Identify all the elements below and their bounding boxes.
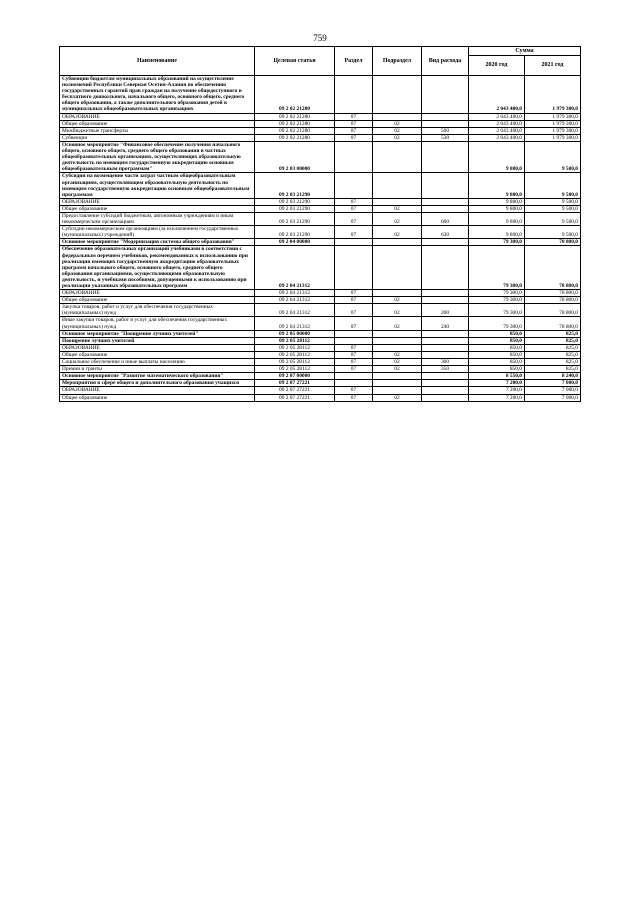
col-header-expense-type: Вид расхода — [422, 47, 469, 76]
cell-y2020: 79 300,0 — [469, 317, 525, 330]
cell-target: 09 2 07 27221 — [255, 380, 335, 387]
col-header-target: Целевая статья — [255, 47, 335, 76]
cell-name: Общее образование — [60, 394, 255, 401]
cell-name: Общее образование — [60, 120, 255, 127]
cell-name: Премии и гранты — [60, 366, 255, 373]
cell-type: 530 — [422, 134, 469, 141]
cell-section: 07 — [335, 290, 373, 297]
cell-section — [335, 246, 373, 290]
cell-type — [422, 198, 469, 205]
table-row — [60, 239, 581, 246]
cell-section: 07 — [335, 198, 373, 205]
cell-y2020: 850,0 — [469, 366, 525, 373]
table-row — [60, 351, 581, 358]
cell-y2020: 9 800,0 — [469, 212, 525, 225]
cell-subsection — [373, 246, 422, 290]
cell-type — [422, 330, 469, 337]
cell-y2020: 2 043 400,0 — [469, 134, 525, 141]
cell-subsection: 02 — [373, 394, 422, 401]
cell-y2020: 79 300,0 — [469, 239, 525, 246]
cell-target: 09 2 03 00000 — [255, 141, 335, 172]
cell-section: 07 — [335, 120, 373, 127]
cell-y2021: 78 800,0 — [525, 290, 581, 297]
cell-subsection — [373, 76, 422, 114]
table-row — [60, 344, 581, 351]
cell-target: 09 2 02 21280 — [255, 134, 335, 141]
cell-name: Межбюджетные трансферты — [60, 127, 255, 134]
cell-y2021: 9 500,0 — [525, 205, 581, 212]
col-header-name: Наименование — [60, 47, 255, 76]
cell-target: 09 2 04 21312 — [255, 304, 335, 317]
cell-section — [335, 173, 373, 198]
cell-section: 07 — [335, 127, 373, 134]
cell-target: 09 2 04 21312 — [255, 290, 335, 297]
cell-y2020: 79 300,0 — [469, 290, 525, 297]
cell-y2021: 9 500,0 — [525, 173, 581, 198]
cell-y2020: 9 800,0 — [469, 226, 525, 239]
cell-y2021: 7 000,0 — [525, 387, 581, 394]
page-number: 759 — [313, 33, 327, 43]
cell-target: 09 2 02 21280 — [255, 76, 335, 114]
table-row — [60, 246, 581, 290]
table-body — [60, 76, 581, 402]
cell-y2020: 2 043 400,0 — [469, 127, 525, 134]
cell-subsection: 02 — [373, 304, 422, 317]
table-row — [60, 76, 581, 114]
table-row — [60, 359, 581, 366]
cell-type — [422, 387, 469, 394]
table-row — [60, 212, 581, 225]
cell-y2021: 825,0 — [525, 344, 581, 351]
cell-name: Субвенции — [60, 134, 255, 141]
cell-section: 07 — [335, 226, 373, 239]
cell-y2021: 9 500,0 — [525, 212, 581, 225]
cell-y2021: 825,0 — [525, 351, 581, 358]
cell-name: Предоставление субсидий бюджетным, автономным учреждениям и иным некоммерческим организациям — [60, 212, 255, 225]
table-row — [60, 330, 581, 337]
cell-y2021: 78 800,0 — [525, 239, 581, 246]
cell-section — [335, 330, 373, 337]
cell-section: 07 — [335, 134, 373, 141]
cell-type: 350 — [422, 366, 469, 373]
cell-type: 240 — [422, 317, 469, 330]
cell-subsection — [373, 344, 422, 351]
cell-target: 09 2 03 21290 — [255, 205, 335, 212]
cell-target: 09 2 03 21290 — [255, 173, 335, 198]
cell-y2020: 7 200,0 — [469, 380, 525, 387]
cell-name: ОБРАЗОВАНИЕ — [60, 387, 255, 394]
cell-section — [335, 141, 373, 172]
cell-target: 09 2 03 21290 — [255, 198, 335, 205]
cell-y2020: 79 300,0 — [469, 297, 525, 304]
cell-section: 07 — [335, 366, 373, 373]
cell-subsection: 02 — [373, 127, 422, 134]
cell-y2021: 1 979 300,0 — [525, 113, 581, 120]
cell-type: 300 — [422, 359, 469, 366]
cell-y2020: 850,0 — [469, 330, 525, 337]
cell-name: ОБРАЗОВАНИЕ — [60, 290, 255, 297]
col-header-sum: Сумма — [469, 47, 581, 56]
table-row — [60, 290, 581, 297]
cell-subsection: 02 — [373, 297, 422, 304]
cell-type — [422, 246, 469, 290]
cell-subsection — [373, 373, 422, 380]
cell-subsection — [373, 113, 422, 120]
cell-y2021: 825,0 — [525, 366, 581, 373]
col-header-subsection: Подраздел — [373, 47, 422, 76]
table-row — [60, 337, 581, 344]
cell-type — [422, 344, 469, 351]
cell-type — [422, 373, 469, 380]
cell-name: Закупка товаров, работ и услуг для обеспечения государственных (муниципальных) нужд — [60, 304, 255, 317]
cell-y2021: 7 000,0 — [525, 380, 581, 387]
cell-y2020: 850,0 — [469, 359, 525, 366]
cell-subsection: 02 — [373, 366, 422, 373]
cell-name: Субвенции бюджетам муниципальных образований на осуществление полномочий Республики Северная Осетия-Алания по обеспечению государственных гарантий прав граждан на получение общедоступного и бесплатного дошкольного, начального общего, основного общего, среднего общего образования, а также дополнительного образования детей в муниципальных общеобразовательных организациях — [60, 76, 255, 114]
cell-target: 09 2 04 21312 — [255, 246, 335, 290]
cell-name: ОБРАЗОВАНИЕ — [60, 113, 255, 120]
table-row — [60, 394, 581, 401]
cell-name: Основное мероприятие "Развитие математического образования" — [60, 373, 255, 380]
cell-section: 07 — [335, 394, 373, 401]
cell-subsection — [373, 337, 422, 344]
cell-y2020: 79 300,0 — [469, 246, 525, 290]
table-row — [60, 226, 581, 239]
cell-target: 09 2 02 21280 — [255, 127, 335, 134]
cell-type — [422, 394, 469, 401]
cell-target: 09 2 05 28112 — [255, 344, 335, 351]
cell-section: 07 — [335, 317, 373, 330]
cell-name: ОБРАЗОВАНИЕ — [60, 198, 255, 205]
table-row — [60, 387, 581, 394]
table-row — [60, 205, 581, 212]
cell-section — [335, 239, 373, 246]
cell-y2020: 8 550,0 — [469, 373, 525, 380]
cell-section: 07 — [335, 113, 373, 120]
cell-type — [422, 290, 469, 297]
cell-section — [335, 76, 373, 114]
cell-subsection — [373, 330, 422, 337]
cell-subsection: 02 — [373, 212, 422, 225]
cell-y2021: 1 979 300,0 — [525, 120, 581, 127]
cell-name: ОБРАЗОВАНИЕ — [60, 344, 255, 351]
table-row — [60, 141, 581, 172]
cell-target: 09 2 07 27221 — [255, 387, 335, 394]
cell-y2021: 78 800,0 — [525, 297, 581, 304]
cell-type — [422, 173, 469, 198]
cell-y2021: 78 800,0 — [525, 246, 581, 290]
cell-y2020: 9 800,0 — [469, 205, 525, 212]
cell-y2021: 9 500,0 — [525, 141, 581, 172]
table-row — [60, 380, 581, 387]
cell-type — [422, 337, 469, 344]
cell-target: 09 2 05 00000 — [255, 330, 335, 337]
cell-target: 09 2 02 21280 — [255, 113, 335, 120]
cell-subsection: 02 — [373, 317, 422, 330]
cell-subsection: 02 — [373, 134, 422, 141]
cell-name: Основное мероприятие "Модернизация системы общего образования" — [60, 239, 255, 246]
cell-y2021: 825,0 — [525, 330, 581, 337]
col-header-2021: 2021 год — [525, 56, 581, 76]
cell-subsection — [373, 173, 422, 198]
cell-name: Поощрение лучших учителей — [60, 337, 255, 344]
cell-section: 07 — [335, 351, 373, 358]
cell-section — [335, 373, 373, 380]
cell-y2021: 1 979 300,0 — [525, 76, 581, 114]
cell-y2020: 2 043 400,0 — [469, 76, 525, 114]
table-row — [60, 373, 581, 380]
cell-target: 09 2 04 21312 — [255, 297, 335, 304]
cell-y2021: 9 500,0 — [525, 198, 581, 205]
cell-y2020: 9 800,0 — [469, 198, 525, 205]
cell-y2021: 78 800,0 — [525, 304, 581, 317]
cell-section — [335, 380, 373, 387]
cell-subsection — [373, 198, 422, 205]
cell-name: Основное мероприятие "Финансовое обеспечение получения начального общего, основного общего, среднего общего образования в частных общеобразовательных организациях, осуществляющих образовательную деятельность по имеющим государственную аккредитацию основным общеобразовательным программам" — [60, 141, 255, 172]
cell-section: 07 — [335, 359, 373, 366]
table-row — [60, 120, 581, 127]
cell-y2021: 8 240,0 — [525, 373, 581, 380]
table-row — [60, 113, 581, 120]
col-header-2020: 2020 год — [469, 56, 525, 76]
cell-y2020: 850,0 — [469, 344, 525, 351]
cell-name: Основное мероприятие "Поощрение лучших учителей" — [60, 330, 255, 337]
cell-type: 600 — [422, 212, 469, 225]
cell-section: 07 — [335, 387, 373, 394]
cell-type — [422, 141, 469, 172]
cell-target: 09 2 07 27221 — [255, 394, 335, 401]
cell-y2020: 9 800,0 — [469, 141, 525, 172]
cell-target: 09 2 03 21290 — [255, 226, 335, 239]
cell-target: 09 2 04 00000 — [255, 239, 335, 246]
cell-subsection: 02 — [373, 120, 422, 127]
cell-y2020: 850,0 — [469, 351, 525, 358]
cell-type — [422, 351, 469, 358]
table-row — [60, 134, 581, 141]
cell-y2021: 1 979 300,0 — [525, 134, 581, 141]
cell-subsection: 02 — [373, 351, 422, 358]
table-row — [60, 304, 581, 317]
cell-name: Иные закупки товаров, работ и услуг для обеспечения государственных (муниципальных) нужд — [60, 317, 255, 330]
cell-section: 07 — [335, 344, 373, 351]
table-row — [60, 297, 581, 304]
cell-y2020: 2 043 400,0 — [469, 120, 525, 127]
cell-target: 09 2 02 21280 — [255, 120, 335, 127]
budget-table — [59, 46, 581, 402]
cell-name: Общее образование — [60, 351, 255, 358]
table-row — [60, 173, 581, 198]
table-row — [60, 366, 581, 373]
table-row — [60, 198, 581, 205]
cell-subsection — [373, 380, 422, 387]
cell-y2020: 79 300,0 — [469, 304, 525, 317]
cell-type: 200 — [422, 304, 469, 317]
cell-section: 07 — [335, 212, 373, 225]
cell-name: Общее образование — [60, 297, 255, 304]
cell-type — [422, 205, 469, 212]
cell-name: Субсидии на возмещение части затрат частным общеобразовательным организациям, осуществляющим образовательную деятельность по имеющим государственную аккредитацию основным общеобразовательным программам — [60, 173, 255, 198]
cell-subsection — [373, 141, 422, 172]
cell-y2020: 9 800,0 — [469, 173, 525, 198]
cell-target: 09 2 04 21312 — [255, 317, 335, 330]
cell-y2020: 850,0 — [469, 337, 525, 344]
cell-name: Социальное обеспечение и иные выплаты населению — [60, 359, 255, 366]
cell-target: 09 2 03 21290 — [255, 212, 335, 225]
cell-target: 09 2 05 28112 — [255, 337, 335, 344]
cell-section: 07 — [335, 205, 373, 212]
cell-y2021: 825,0 — [525, 359, 581, 366]
col-header-section: Раздел — [335, 47, 373, 76]
cell-name: Общее образование — [60, 205, 255, 212]
cell-type — [422, 239, 469, 246]
cell-name: Мероприятия в сфере общего и дополнительного образования учащихся — [60, 380, 255, 387]
cell-type — [422, 297, 469, 304]
cell-subsection: 02 — [373, 226, 422, 239]
cell-type — [422, 380, 469, 387]
cell-subsection — [373, 239, 422, 246]
cell-subsection: 02 — [373, 359, 422, 366]
table-row — [60, 317, 581, 330]
cell-y2021: 825,0 — [525, 337, 581, 344]
cell-y2020: 7 200,0 — [469, 387, 525, 394]
cell-target: 09 2 05 28112 — [255, 366, 335, 373]
cell-type: 500 — [422, 127, 469, 134]
cell-y2021: 9 500,0 — [525, 226, 581, 239]
cell-y2020: 2 043 400,0 — [469, 113, 525, 120]
cell-y2021: 7 000,0 — [525, 394, 581, 401]
cell-y2021: 78 800,0 — [525, 317, 581, 330]
cell-section: 07 — [335, 297, 373, 304]
cell-type — [422, 113, 469, 120]
cell-subsection — [373, 290, 422, 297]
cell-subsection: 02 — [373, 205, 422, 212]
cell-y2021: 1 979 300,0 — [525, 127, 581, 134]
cell-target: 09 2 05 28112 — [255, 351, 335, 358]
table-row — [60, 127, 581, 134]
cell-type — [422, 120, 469, 127]
cell-type — [422, 76, 469, 114]
cell-section — [335, 337, 373, 344]
cell-name: Субсидии некоммерческим организациям (за исключением государственных (муниципальных) учреждений) — [60, 226, 255, 239]
cell-subsection — [373, 387, 422, 394]
cell-type: 630 — [422, 226, 469, 239]
cell-target: 09 2 05 28112 — [255, 359, 335, 366]
cell-target: 09 2 07 00000 — [255, 373, 335, 380]
cell-name: Обеспечение образовательных организаций учебниками в соответствии с федеральным перечнем учебников, рекомендованных к использованию при реализации имеющих государственную аккредитацию образовательных программ начального общего, основного общего, среднего общего образования организациями, осуществляющими образовательную деятельность, и учебными пособиями, допущенными к использованию при реализации указанных образовательных программ — [60, 246, 255, 290]
cell-section: 07 — [335, 304, 373, 317]
cell-y2020: 7 200,0 — [469, 394, 525, 401]
